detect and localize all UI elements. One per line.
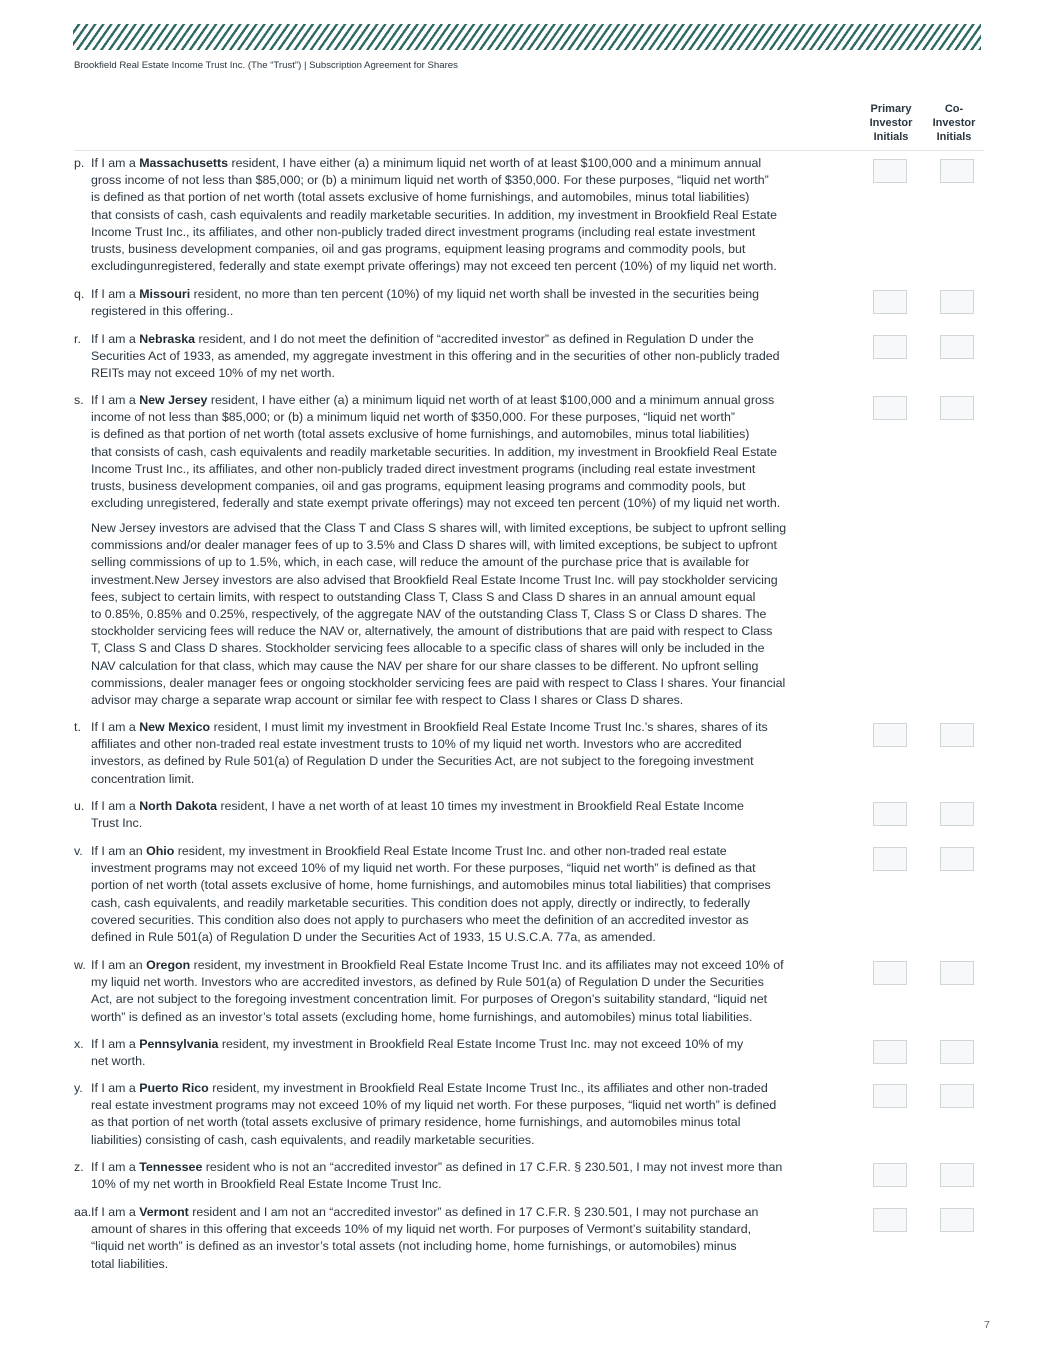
item-letter: q. [74,287,85,301]
text-line [91,348,836,365]
text-line [91,692,836,709]
text-segment: stockholder servicing fees will reduce the NAV or, alternatively, the amount of distributions that are paid with respect to Class [91,624,773,639]
text-segment: commissions and/or dealer manager fees of up to 3.5% and Class D shares will, with limited exceptions, be subject to upfront [91,538,777,553]
running-header: Brookfield Real Estate Income Trust Inc. (The “Trust”) | Subscription Agreement for Shares [74,60,458,71]
text-line [91,736,836,753]
text-segment: covered securities. This condition also does not apply to purchasers who meet the definition of an accredited investor as [91,912,749,927]
text-line [91,172,836,189]
item-text [91,957,836,1026]
text-segment: resident who is not an “accredited investor” as defined in 17 C.F.R. § 230.501, I may not invest more than [202,1160,783,1174]
state-name: Tennessee [139,1160,203,1174]
item-text [91,798,836,832]
co-investor-initials-box[interactable] [940,1163,974,1187]
co-investor-initials-box[interactable] [940,847,974,871]
co-investor-initials-box[interactable] [940,1084,974,1108]
text-segment: investment.New Jersey investors are also advised that Brookfield Real Estate Income Trust Inc. will pay stockholder servicing [91,572,778,587]
text-line [91,843,836,860]
text-line [91,554,836,571]
text-line [91,331,836,348]
item-letter: r. [74,332,81,346]
text-segment: income of not less than $85,000; or (b) a minimum liquid net worth of $350,000. For these purposes, “liquid net worth” [91,410,735,425]
text-segment: resident, I have either (a) a minimum liquid net worth of at least $100,000 and a minimum annual gross [207,393,775,407]
text-segment: If I am a [91,156,140,170]
state-name: Nebraska [139,332,195,346]
co-investor-initials-header [924,102,984,144]
state-name: New Mexico [139,720,211,734]
text-segment: real estate investment programs may not exceed 10% of my liquid net worth. For these purposes, “liquid net worth” is defined [91,1098,777,1113]
text-line [91,929,836,946]
text-segment: resident, I have either (a) a minimum liquid net worth of at least $100,000 and a minimum annual [228,156,762,170]
item-text [91,1036,836,1070]
co-header-line: Investor [932,117,976,129]
state-name: New Jersey [139,393,208,407]
text-line [91,1132,836,1149]
text-line [91,675,836,692]
item-text [91,520,836,709]
item-text [91,719,836,788]
page-number: 7 [984,1319,990,1331]
state-name: Massachusetts [139,156,229,170]
text-segment: commissions, dealer manager fees or ongoing stockholder servicing fees are paid with respect to Class I shares. Your financial [91,675,786,690]
item-letter: aa. [74,1205,92,1219]
item-letter: v. [74,844,83,858]
item-letter: u. [74,799,85,813]
text-segment: total liabilities. [91,1256,169,1271]
text-segment: Income Trust Inc., its affiliates, and other non-publicly traded direct investment programs (including real estate investment [91,461,756,476]
text-segment: If I am an [91,844,147,858]
item-text [91,392,836,512]
text-line [91,303,836,320]
text-line [91,1009,836,1026]
text-line [91,572,836,589]
text-line [91,520,836,537]
text-line [91,912,836,929]
text-line [91,658,836,675]
state-name: Pennsylvania [139,1037,219,1051]
text-line [91,798,836,815]
text-segment: my liquid net worth. Investors who are accredited investors, as defined by Rule 501(a) of Regulation D under the Securities [91,975,764,990]
text-line [91,1053,836,1070]
text-line [91,895,836,912]
text-line [91,719,836,736]
primary-investor-initials-box[interactable] [873,1040,907,1064]
item-text [91,331,836,383]
text-line [91,1256,836,1273]
text-segment: amount of shares in this offering that exceeds 10% of my liquid net worth. For purposes of Vermont’s suitability standard, [91,1222,752,1237]
text-segment: resident, my investment in Brookfield Real Estate Income Trust Inc. and its affiliates may not exceed 10% of [190,958,784,972]
text-segment: portion of net worth (total assets exclusive of home, home furnishings, and automobiles minus total liabilities) that comprises [91,878,771,893]
text-segment: investment programs may not exceed 10% of my liquid net worth. For these purposes, “liquid net worth” is defined as that [91,861,756,876]
text-line [91,258,836,275]
text-segment: resident, I have a net worth of at least 10 times my investment in Brookfield Real Estate Income [217,799,744,813]
primary-investor-initials-box[interactable] [873,1084,907,1108]
text-segment: advisor may charge a separate wrap account or similar fee with respect to Class I shares or Class D shares. [91,693,684,708]
primary-investor-initials-box[interactable] [873,961,907,985]
text-line [91,426,836,443]
text-segment: trusts, business development companies, oil and gas programs, equipment leasing programs and commodity pools, but [91,242,746,257]
text-segment: as that portion of net worth (total assets exclusive of primary residence, home furnishings, and automobiles minus total [91,1115,741,1130]
text-segment: resident and I am not an “accredited investor” as defined in 17 C.F.R. § 230.501, I may not purchase an [188,1205,759,1219]
item-text [91,1204,836,1273]
text-segment: If I am a [91,332,140,346]
item-text [91,286,836,320]
text-segment: If I am a [91,1037,140,1051]
item-letter: x. [74,1037,84,1051]
text-segment: REITs may not exceed 10% of my net worth. [91,366,335,381]
co-investor-initials-box[interactable] [940,723,974,747]
text-segment: worth” is defined as an investor’s total assets (excluding home, home furnishings, and automobiles) minus total liabilities. [91,1009,753,1024]
co-investor-initials-box[interactable] [940,159,974,183]
text-line [91,478,836,495]
item-letter: t. [74,720,81,734]
co-investor-initials-box[interactable] [940,802,974,826]
text-segment: NAV calculation for that class, which may cause the NAV per share for our share classes to be different. No upfront selling [91,658,759,673]
text-line [91,991,836,1008]
co-investor-initials-box[interactable] [940,961,974,985]
primary-header-line: Investor [869,117,913,129]
primary-investor-initials-box[interactable] [873,723,907,747]
state-name: North Dakota [139,799,217,813]
item-text [91,1159,836,1193]
text-segment: Income Trust Inc., its affiliates, and other non-publicly traded direct investment programs (including real estate investment [91,224,756,239]
item-letter: z. [74,1160,84,1174]
text-segment: registered in this offering.. [91,304,234,319]
primary-investor-initials-box[interactable] [873,847,907,871]
text-segment: concentration limit. [91,771,195,786]
text-segment: affiliates and other non-traded real estate investment trusts to 10% of my liquid net worth. Investors who are accredited [91,737,742,752]
state-name: Ohio [146,844,175,858]
text-line [91,877,836,894]
text-segment: to 0.85%, 0.85% and 0.25%, respectively, of the aggregate NAV of the outstanding Class T, Class S or Class D shares. The [91,607,767,622]
text-line [91,815,836,832]
text-segment: that consists of cash, cash equivalents and readily marketable securities. In addition, my investment in Brookfield Real Estate [91,444,777,459]
text-line [91,606,836,623]
text-line [91,1221,836,1238]
text-line [91,974,836,991]
text-segment: If I am a [91,1081,140,1095]
text-segment: If I am a [91,799,140,813]
text-segment: excluding unregistered, federally and state exempt private offerings) may not exceed ten percent (10%) of my liquid net worth. [91,496,781,511]
text-segment: If I am a [91,1160,140,1174]
primary-investor-initials-box[interactable] [873,335,907,359]
text-line [91,155,836,172]
text-line [91,1159,836,1176]
item-letter: w. [74,958,86,972]
text-segment: cash, cash equivalents, and readily marketable securities. This condition does not apply, directly or indirectly, to federally [91,895,751,910]
text-segment: net worth. [91,1054,146,1069]
text-segment: defined in Rule 501(a) of Regulation D under the Securities Act of 1933, 15 U.S.C.A. 77a, as amended. [91,930,656,945]
primary-investor-initials-box[interactable] [873,396,907,420]
text-segment: fees, subject to certain limits, with respect to outstanding Class T, Class S and Class D shares in an annual amount equal [91,589,756,604]
state-name: Puerto Rico [139,1081,209,1095]
initials-column-headers [860,102,984,144]
text-segment: resident, my investment in Brookfield Real Estate Income Trust Inc. and other non-traded real estate [174,844,727,858]
text-segment: selling commissions of up to 1.5%, which, in each case, will reduce the amount of the purchase price that is available for [91,555,750,570]
text-line [91,1036,836,1053]
text-segment: If I am a [91,287,140,301]
item-letter: y. [74,1081,83,1095]
text-line [91,495,836,512]
state-name: Vermont [139,1205,189,1219]
text-segment: investors, as defined by Rule 501(a) of Regulation D under the Securities Act, are not subject to the foregoing investment [91,754,754,769]
text-line [91,286,836,303]
text-line [91,224,836,241]
primary-header-line: Primary [870,103,912,115]
primary-investor-initials-box[interactable] [873,159,907,183]
text-segment: is defined as that portion of net worth (total assets exclusive of home furnishings, and automobiles, minus total liabilities) [91,427,750,442]
item-letter: p. [74,156,85,170]
text-segment: resident, and I do not meet the definition of “accredited investor” as defined in Regulation D under the [195,332,754,346]
text-line [91,1114,836,1131]
text-line [91,771,836,788]
text-segment: gross income of not less than $85,000; or (b) a minimum liquid net worth of $350,000. For these purposes, “liquid net worth” [91,173,769,188]
text-line [91,640,836,657]
co-investor-initials-box[interactable] [940,396,974,420]
co-investor-initials-box[interactable] [940,1040,974,1064]
item-text [91,1080,836,1149]
text-segment: is defined as that portion of net worth (total assets exclusive of home furnishings, and automobiles, minus total liabilities) [91,190,750,205]
text-line [91,1238,836,1255]
text-line [91,589,836,606]
text-segment: that consists of cash, cash equivalents and readily marketable securities. In addition, my investment in Brookfield Real Estate [91,207,777,222]
primary-investor-initials-box[interactable] [873,1163,907,1187]
primary-investor-initials-header [860,102,922,144]
text-segment: Securities Act of 1933, as amended, my aggregate investment in this offering and in the securities of other non-publicly traded [91,349,780,364]
text-segment: T, Class S and Class D shares. Stockholder servicing fees allocable to a specific class of shares will only be included in the [91,641,765,656]
decorative-stripe-band [73,24,981,50]
text-line [91,392,836,409]
primary-investor-initials-box[interactable] [873,1208,907,1232]
text-line [91,207,836,224]
primary-investor-initials-box[interactable] [873,290,907,314]
co-header-line: Co- [944,103,964,115]
co-header-line: Initials [936,131,972,143]
text-segment: If I am a [91,720,140,734]
header-divider [74,150,984,151]
text-segment: trusts, business development companies, oil and gas programs, equipment leasing programs and commodity pools, but [91,479,746,494]
text-segment: resident, my investment in Brookfield Real Estate Income Trust Inc. may not exceed 10% of my [218,1037,744,1051]
text-line [91,860,836,877]
text-segment: resident, no more than ten percent (10%) of my liquid net worth shall be invested in the securities being [190,287,760,301]
state-name: Oregon [146,958,191,972]
primary-investor-initials-box[interactable] [873,802,907,826]
text-segment: If I am a [91,393,140,407]
text-segment: excludingunregistered, federally and state exempt private offerings) may not exceed ten percent (10%) of my liquid net worth. [91,259,777,274]
item-text [91,155,836,275]
text-line [91,1097,836,1114]
text-segment: If I am an [91,958,147,972]
text-segment: New Jersey investors are advised that the Class T and Class S shares will, with limited exceptions, be subject to upfront selling [91,521,787,535]
text-segment: If I am a [91,1205,140,1219]
item-text [91,843,836,946]
item-letter: s. [74,393,84,407]
text-line [91,1176,836,1193]
text-segment: resident, I must limit my investment in Brookfield Real Estate Income Trust Inc.’s shares, shares of its [210,720,768,734]
text-line [91,1080,836,1097]
text-line [91,241,836,258]
text-segment: “liquid net worth” is defined as an investor’s total assets (not including home, home furnishings, or automobiles) minus [91,1239,737,1254]
text-segment: Trust Inc. [91,816,143,831]
text-line [91,189,836,206]
state-name: Missouri [139,287,191,301]
text-segment: Act, are not subject to the foregoing investment concentration limit. For purposes of Oregon’s suitability standard, “liquid net [91,992,768,1007]
text-line [91,753,836,770]
co-investor-initials-box[interactable] [940,1208,974,1232]
text-line [91,461,836,478]
co-investor-initials-box[interactable] [940,335,974,359]
text-segment: 10% of my net worth in Brookfield Real Estate Income Trust Inc. [91,1177,442,1192]
text-line [91,444,836,461]
primary-header-line: Initials [873,131,909,143]
text-line [91,623,836,640]
co-investor-initials-box[interactable] [940,290,974,314]
text-line [91,537,836,554]
text-line [91,409,836,426]
text-line [91,957,836,974]
text-segment: resident, my investment in Brookfield Real Estate Income Trust Inc., its affiliates and other non-traded [208,1081,768,1095]
text-line [91,365,836,382]
text-line [91,1204,836,1221]
text-segment: liabilities) consisting of cash, cash equivalents, and readily marketable securities. [91,1132,535,1147]
